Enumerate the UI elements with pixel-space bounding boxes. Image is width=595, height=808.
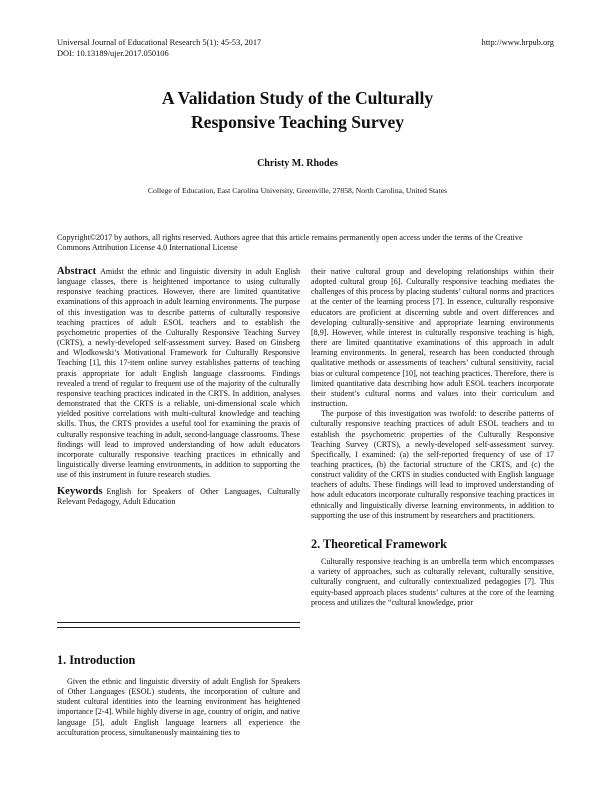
section-divider-top [57, 622, 300, 623]
abstract-paragraph [57, 267, 300, 480]
journal-citation: Universal Journal of Educational Research 5(1): 45-53, 2017 [57, 38, 262, 47]
abstract-label: Abstract [57, 266, 97, 277]
keywords-label: Keywords [57, 486, 103, 498]
right-column [311, 267, 554, 608]
doi-text: DOI: 10.13189/ujer.2017.050106 [57, 48, 169, 58]
running-header [57, 38, 261, 59]
title-line-1: A Validation Study of the Culturally [161, 88, 434, 108]
abstract-text: Amidst the ethnic and linguistic diversity in adult English language classes, there is heightened importance to using culturally responsive teaching practices. However, there are limited quantitative examinations of this approach in adult learning environments. The purpose of this investigation was to describe patterns of culturally responsive teaching practices of adult ESOL teachers and to establish the psychometric properties of the Culturally Responsive Teaching Survey (CRTS), a newly-developed self-assessment survey. Based on Ginsberg and Wlodkowski’s Motivational Framework for Culturally Responsive Teaching [1], this 17-item online survey establishes patterns of teaching praxis appropriate for adult English language classrooms. Findings revealed a trend of regular to frequent use of the majority of the culturally responsive teaching practices indicated in the CRTS. In addition, analyses demonstrated that the CRTS is a reliable, uni-dimensional scale which yielded positive correlations with multi-cultural knowledge and teaching skills. Thus, the CRTS provides a useful tool for examining the praxis of culturally responsive teaching in adult, second-language classrooms. These findings will lead to improved understanding of how adult educators incorporate culturally responsive teaching practices in ethnically and linguistically diverse learning environments, in addition to supporting the use of this instrument in future research studies. [57, 267, 300, 480]
framework-paragraph: Culturally responsive teaching is an umbrella term which encompasses a variety of approaches, such as culturally relevant, culturally sensitive, culturally congruent, and culturally contextualized pedagogies [7]. This equity-based approach places students’ cultures at the core of the learning process and utilizes the “cultural knowledge, prior [311, 557, 554, 607]
purpose-paragraph: The purpose of this investigation was twofold: to describe patterns of culturally responsive teaching practices of adult ESOL teachers and to establish the psychometric properties of the Culturally Responsive Teaching Survey (CRTS), a newly-developed self-assessment survey. Specifically, I examined: (a) the self-reported frequency of use of 17 teaching practices, (b) the factorial structure of the CRTS, and (c) the construct validity of the CRTS in studies conducted with English language teachers of adults. These findings will lead to improved understanding of how adult educators incorporate culturally responsive teaching practices in ethnically and linguistically diverse learning environments, in addition to supporting the use of this instrument by researchers and practitioners. [311, 409, 554, 520]
copyright-notice: Copyright©2017 by authors, all rights reserved. Authors agree that this article remains permanently open access under the terms of the Creative Commons Attribution License 4.0 International License [57, 233, 523, 253]
title-line-2: Responsive Teaching Survey [190, 112, 405, 132]
journal-url-link[interactable]: http://www.hrpub.org [481, 38, 554, 47]
theoretical-framework-heading: 2. Theoretical Framework [311, 536, 447, 551]
paper-title [0, 86, 595, 134]
intro-continued-paragraph: their native cultural group and developing relationships within their adopted cultural group [6]. Culturally responsive teaching mediates the challenges of this process by placing students’ cultural norms and practices at the center of the learning process [7]. In essence, culturally responsive educators are proficient at discerning subtle and overt differences and developing culturally-sensitive and appropriate learning environments [8,9]. However, while interest in culturally responsive teaching is high, there are limited quantitative examinations of this approach in adult learning environments. In general, research has been conducted through qualitative methods or assessments of teachers’ cultural sensitivity, racial bias or cultural competence [10], not teaching practices. Therefore, there is limited quantitative data describing how adult ESOL teachers incorporate their student’s cultural norms and values into their curriculum and instruction. [311, 267, 554, 409]
introduction-paragraph: Given the ethnic and linguistic diversity of adult English for Speakers of Other Languages (ESOL) students, the incorporation of culture and student cultural identities into the learning environment has heightened importance [2-4]. While highly diverse in age, country of origin, and native language [5], adult English language learners all experience the acculturation process, simultaneously maintaining ties to [57, 677, 300, 737]
keywords-paragraph [57, 487, 300, 507]
author-name: Christy M. Rhodes [257, 158, 338, 169]
left-column [57, 267, 300, 508]
keywords-text: English for Speakers of Other Languages, Culturally Relevant Pedagogy, Adult Education [57, 487, 300, 507]
section-divider-bottom [57, 627, 300, 628]
author-affiliation: College of Education, East Carolina University, Greenville, 27858, North Carolina, United States [147, 186, 448, 195]
introduction-heading: 1. Introduction [57, 653, 136, 667]
introduction-body [57, 677, 300, 738]
